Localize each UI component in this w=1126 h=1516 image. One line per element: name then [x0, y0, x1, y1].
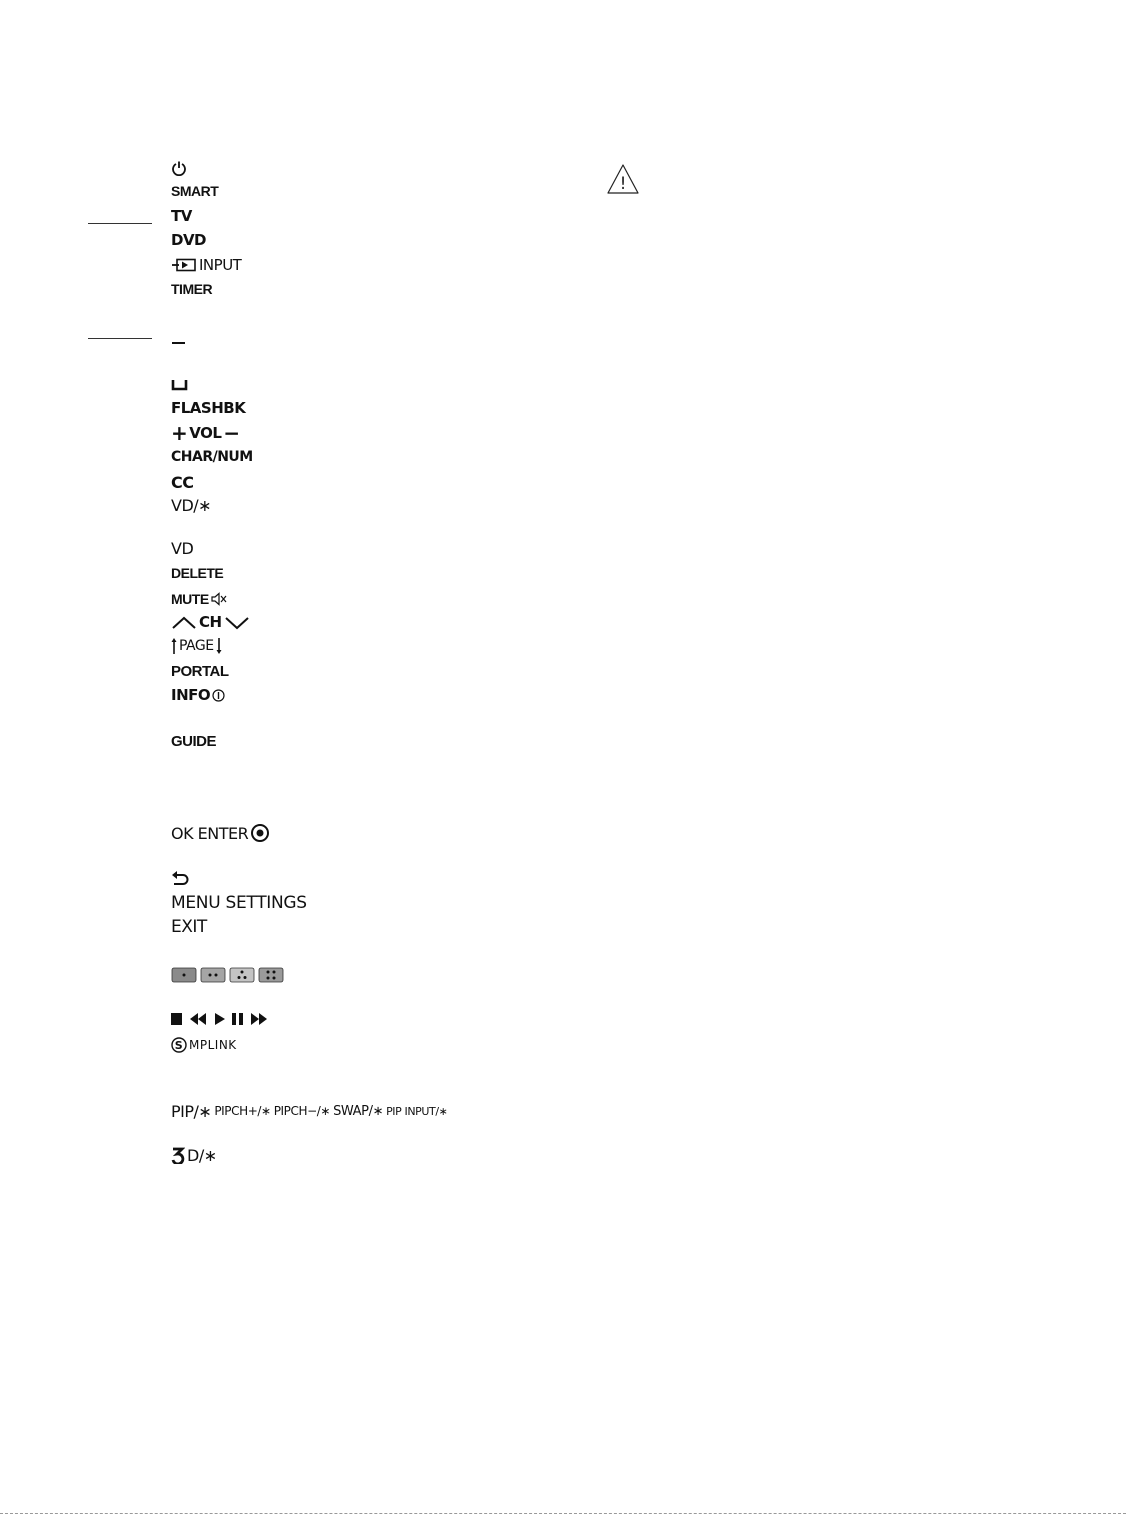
margin-rule-bottom: [88, 338, 152, 339]
playback-controls-icon: [171, 1011, 275, 1027]
delete-label: DELETE: [171, 565, 224, 581]
page-row: [171, 635, 222, 657]
svg-text:S: S: [174, 1039, 184, 1052]
color-key-icons: [171, 967, 287, 983]
flashbk-label: FLASHBK: [171, 399, 246, 417]
portal-label: PORTAL: [171, 662, 229, 680]
warning-triangle-icon: [606, 163, 640, 195]
smart-label: SMART: [171, 183, 219, 199]
exit-label: EXIT: [171, 917, 207, 937]
mute-label: MUTE: [171, 591, 209, 607]
vol-label: VOL: [189, 424, 222, 442]
dash-row: [171, 328, 187, 350]
menu-settings-label: MENU SETTINGS: [171, 893, 307, 913]
space-row: [171, 373, 189, 395]
back-arrow-icon: [171, 869, 189, 887]
warning-glyph: !: [619, 174, 627, 194]
dvd-label: DVD: [171, 231, 207, 249]
ch-row: [171, 611, 250, 633]
pip-label: PIP/∗: [171, 1101, 212, 1121]
info-row: [171, 684, 225, 706]
power-row: [171, 157, 187, 179]
timer-label: TIMER: [171, 281, 213, 297]
simplink-label: MPLINK: [189, 1038, 237, 1052]
pipch-minus-label: PIPCH−/∗: [273, 1104, 331, 1118]
simplink-row: [171, 1034, 237, 1056]
chevron-up-icon: [171, 614, 197, 630]
dash-icon: [171, 331, 187, 347]
enter-dot-icon: [250, 823, 270, 843]
vol-row: [171, 422, 240, 444]
vd-star-label: VD/∗: [171, 495, 212, 515]
pip-input-label: PIP INPUT/∗: [386, 1104, 448, 1118]
tv-label: TV: [171, 207, 192, 225]
info-label: INFO: [171, 686, 211, 704]
char-num-label: CHAR/NUM: [171, 449, 253, 465]
mute-row: [171, 588, 227, 610]
ok-enter-row: [171, 822, 270, 844]
pip-row: [171, 1100, 447, 1122]
guide-label: GUIDE: [171, 732, 217, 750]
vol-plus: +: [171, 421, 188, 445]
page-label: PAGE: [179, 638, 214, 654]
input-label: INPUT: [199, 256, 242, 274]
mute-icon: [211, 592, 227, 606]
back-row: [171, 867, 189, 889]
input-row: [171, 254, 241, 276]
page-up-icon: [171, 637, 177, 655]
three-d-label: D/∗: [187, 1145, 217, 1165]
power-icon: [171, 160, 187, 176]
cc-label: CC: [171, 472, 194, 492]
three-d-row: [171, 1144, 217, 1166]
ch-label: CH: [199, 613, 222, 631]
simplink-logo-icon: [171, 1037, 187, 1053]
color-key-row: [171, 964, 287, 986]
playback-row: [171, 1008, 275, 1030]
space-icon: [171, 376, 189, 392]
info-icon: [212, 689, 225, 702]
pipch-plus-label: PIPCH+/∗: [214, 1104, 271, 1118]
input-icon: [171, 257, 197, 273]
chevron-down-icon: [224, 614, 250, 630]
page-bottom-edge: [0, 1513, 1126, 1514]
ok-enter-label: OK ENTER: [171, 823, 249, 843]
swap-label: SWAP/∗: [333, 1103, 384, 1119]
page-down-icon: [216, 637, 222, 655]
vol-minus: −: [223, 421, 240, 445]
three-d-icon: [171, 1146, 185, 1164]
vd-label: VD: [171, 538, 194, 558]
margin-rule-top: [88, 223, 152, 224]
